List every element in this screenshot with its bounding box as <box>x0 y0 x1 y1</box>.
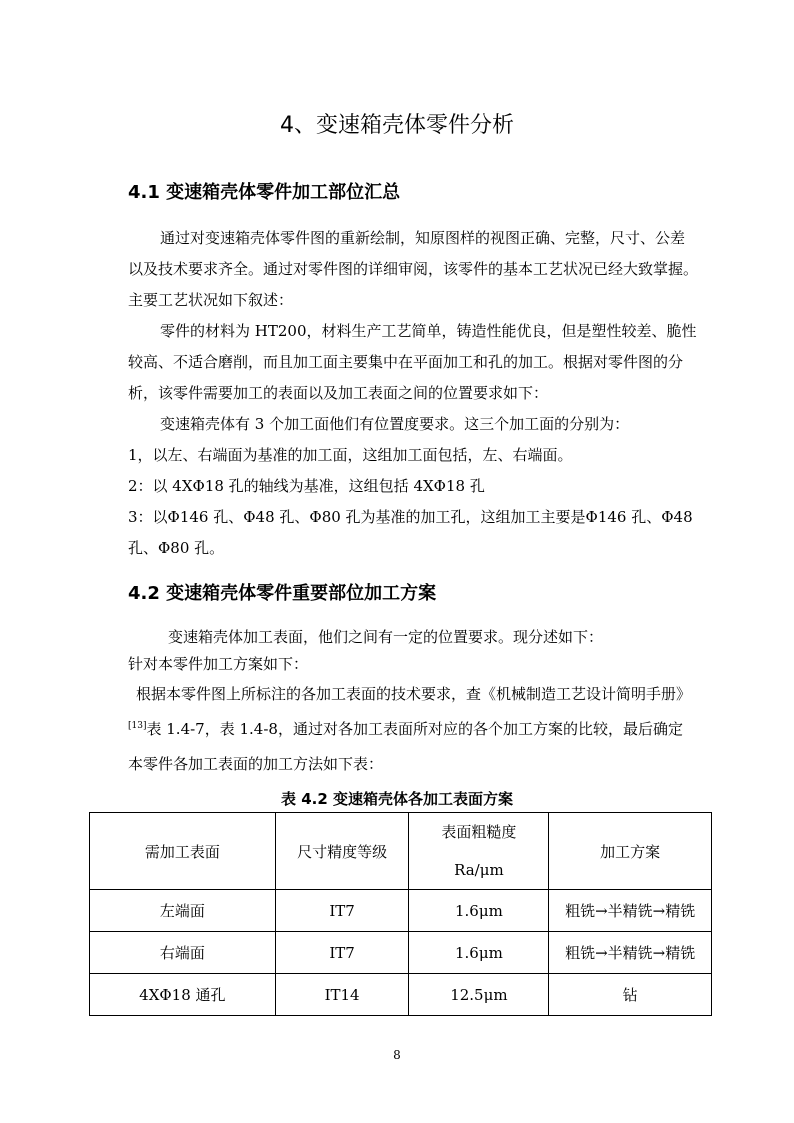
cell-plan: 粗铣→半精铣→精铣 <box>549 932 712 974</box>
table-header-row <box>90 813 712 890</box>
chapter-title: 4、变速箱壳体零件分析 <box>280 113 514 138</box>
paragraph-line: 以及技术要求齐全。通过对零件图的详细审阅，该零件的基本工艺状况已经大致掌握。 <box>128 260 699 278</box>
table-caption: 表 4.2 变速箱壳体各加工表面方案 <box>280 790 514 808</box>
cell-plan: 钻 <box>549 974 712 1016</box>
paragraph-line: 较高、不适合磨削，而且加工面主要集中在平面加工和孔的加工。根据对零件图的分 <box>128 353 684 371</box>
table-row <box>90 932 712 974</box>
paragraph-line: 根据本零件图上所标注的各加工表面的技术要求，查《机械制造工艺设计简明手册》 <box>136 685 692 703</box>
cell-roughness: 12.5μm <box>409 974 549 1016</box>
machining-plan-table <box>89 812 712 1016</box>
cell-grade: IT14 <box>275 974 409 1016</box>
paragraph-line: 1，以左、右端面为基准的加工面，这组加工面包括，左、右端面。 <box>128 446 573 464</box>
paragraph-line: 通过对变速箱壳体零件图的重新绘制，知原图样的视图正确、完整，尺寸、公差 <box>160 229 686 247</box>
paragraph-line: 零件的材料为 HT200，材料生产工艺简单，铸造性能优良，但是塑性较差、脆性 <box>160 322 697 340</box>
cell-grade: IT7 <box>275 932 409 974</box>
table-row <box>90 890 712 932</box>
paragraph-line: 2：以 4XΦ18 孔的轴线为基准，这组包括 4XΦ18 孔 <box>128 477 485 495</box>
cell-roughness: 1.6μm <box>409 932 549 974</box>
table-row <box>90 974 712 1016</box>
citation-ref: [13] <box>128 721 147 731</box>
paragraph-line: 孔、Φ80 孔。 <box>128 539 225 557</box>
paragraph-line: 3：以Φ146 孔、Φ48 孔、Φ80 孔为基准的加工孔，这组加工主要是Φ146 孔、Φ48 <box>128 508 693 526</box>
paragraph-line: 析，该零件需要加工的表面以及加工表面之间的位置要求如下： <box>128 384 549 402</box>
header-roughness: 表面粗糙度 Ra/μm <box>409 813 549 890</box>
paragraph-line: [13]表 1.4-7，表 1.4-8，通过对各加工表面所对应的各个加工方案的比较，最后确定 <box>128 720 683 738</box>
cell-surface: 左端面 <box>90 890 276 932</box>
cell-grade: IT7 <box>275 890 409 932</box>
page-number: 8 <box>393 1048 401 1062</box>
header-grade: 尺寸精度等级 <box>275 813 409 890</box>
section-4-1-heading: 4.1 变速箱壳体零件加工部位汇总 <box>128 182 401 203</box>
paragraph-line: 主要工艺状况如下叙述： <box>128 291 294 309</box>
cell-roughness: 1.6μm <box>409 890 549 932</box>
paragraph-line: 变速箱壳体有 3 个加工面他们有位置度要求。这三个加工面的分别为： <box>160 415 630 433</box>
paragraph-line: 变速箱壳体加工表面，他们之间有一定的位置要求。现分述如下： <box>168 628 604 646</box>
cell-surface: 右端面 <box>90 932 276 974</box>
cell-surface: 4XΦ18 通孔 <box>90 974 276 1016</box>
paragraph-line: 本零件各加工表面的加工方法如下表： <box>128 755 384 773</box>
cell-plan: 粗铣→半精铣→精铣 <box>549 890 712 932</box>
header-surface: 需加工表面 <box>90 813 276 890</box>
header-plan: 加工方案 <box>549 813 712 890</box>
paragraph-line: 针对本零件加工方案如下： <box>128 655 309 673</box>
section-4-2-heading: 4.2 变速箱壳体零件重要部位加工方案 <box>128 583 437 604</box>
